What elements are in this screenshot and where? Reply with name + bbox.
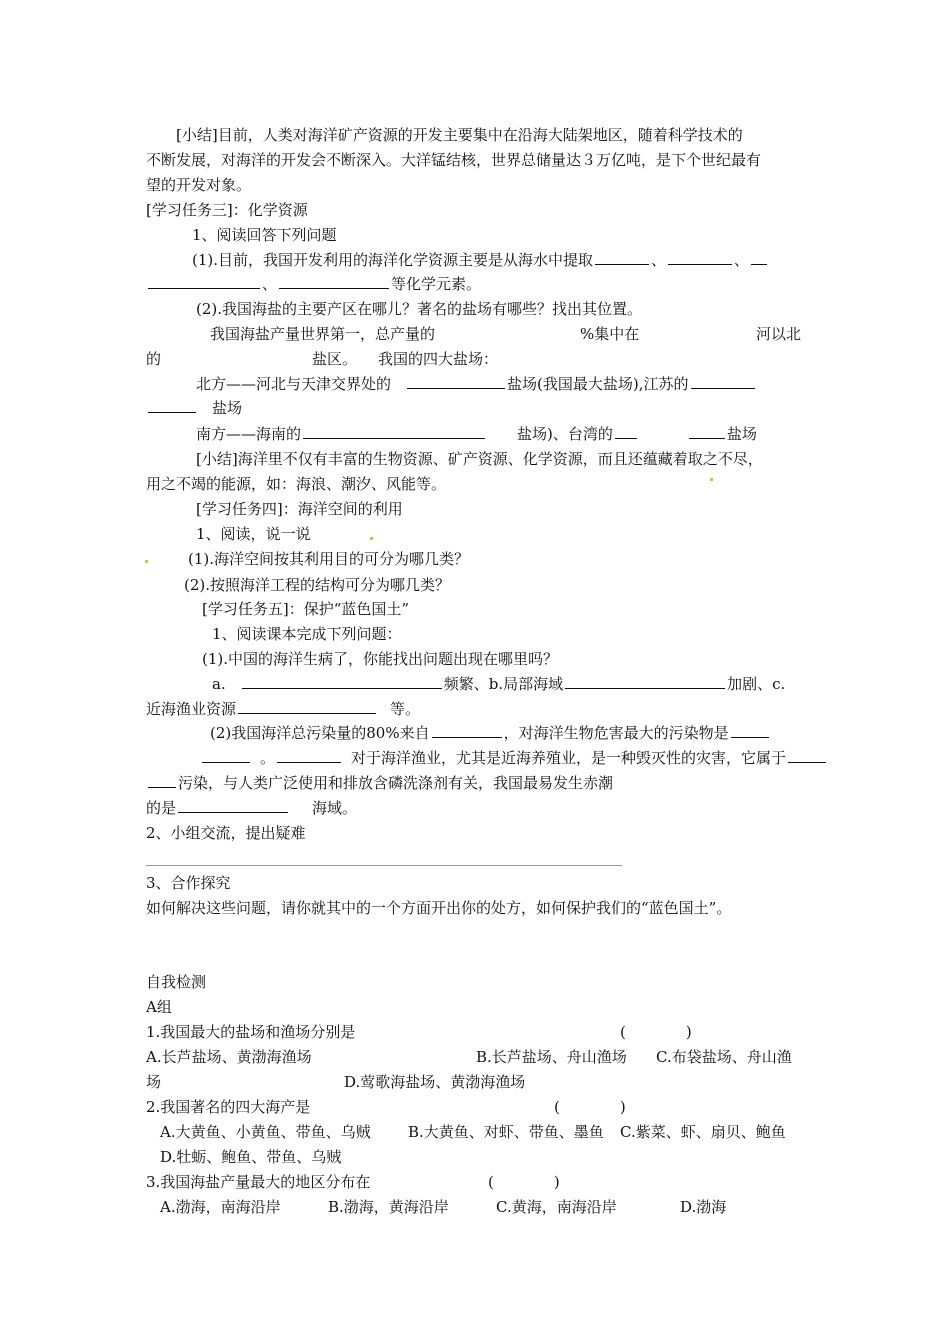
summary1-line1: [小结]目前，人类对海洋矿产资源的开发主要集中在沿海大陆架地区，随着科学技术的 xyxy=(176,126,743,144)
task3-title: [学习任务三]：化学资源 xyxy=(146,201,308,219)
summary1-line2: 不断发展，对海洋的开发会不断深入。大洋锰结核，世界总储量达３万亿吨，是下个世纪最有 xyxy=(146,151,762,169)
q1-stem: 1.我国最大的盐场和渔场分别是 xyxy=(146,1023,356,1041)
q3-option-c[interactable]: C.黄海，南海沿岸 xyxy=(496,1198,617,1216)
south-text-c: 盐场 xyxy=(726,425,757,443)
item-c-label: 加剧、c. xyxy=(727,675,786,693)
test-title: 自我检测 xyxy=(146,973,207,991)
summary2-line2: 用之不竭的能源，如：海浪、潮汐、风能等。 xyxy=(146,475,447,493)
divider-line xyxy=(146,865,622,866)
q1-option-d[interactable]: D.莺歌海盐场、黄渤海渔场 xyxy=(344,1073,526,1091)
north-text-b: 盐场(我国最大盐场),江苏的 xyxy=(507,375,689,393)
q1-option-b[interactable]: B.长芦盐场、舟山渔场 xyxy=(476,1048,627,1066)
q3-option-b[interactable]: B.渤海，黄海沿岸 xyxy=(328,1198,449,1216)
answer-blank[interactable] xyxy=(238,698,376,714)
answer-blank[interactable] xyxy=(303,423,485,439)
summary2-line1: [小结]海洋里不仅有丰富的生物资源、矿产资源、化学资源，而且还蕴藏着取之不尽， xyxy=(196,450,763,468)
q2-text-g: 海域。 xyxy=(312,799,358,817)
answer-blank[interactable] xyxy=(788,747,826,763)
answer-blank[interactable] xyxy=(277,747,341,763)
answer-blank[interactable] xyxy=(731,722,769,738)
q1-option-c[interactable]: C.布袋盐场、舟山渔 xyxy=(656,1048,792,1066)
salt-line2-c: 我国的四大盐场： xyxy=(378,350,499,368)
scan-speck xyxy=(370,537,373,540)
item-b-text: 频繁、b.局部海域 xyxy=(443,675,564,693)
q2-text-c: 。 xyxy=(260,749,276,767)
scan-speck xyxy=(710,478,713,481)
task5-title: [学习任务五]：保护“蓝色国土” xyxy=(202,600,410,618)
task5-q2-line2 xyxy=(146,747,828,769)
q3-option-a[interactable]: A.渤海，南海沿岸 xyxy=(160,1198,281,1216)
answer-blank[interactable] xyxy=(668,249,732,265)
task4-q1b: (2).按照海洋工程的结构可分为哪几类？ xyxy=(184,576,451,594)
task5-a-line xyxy=(212,673,785,695)
q2-option-d[interactable]: D.牡蛎、鲍鱼、带鱼、乌贼 xyxy=(160,1148,342,1166)
q3-option-d[interactable]: D.渤海 xyxy=(680,1198,727,1216)
salt-line1-c: 河以北 xyxy=(756,325,802,343)
task4-title: [学习任务四]：海洋空间的利用 xyxy=(196,500,403,518)
answer-blank[interactable] xyxy=(595,249,649,265)
task5-q2-line4 xyxy=(146,797,357,819)
q2-answer-paren[interactable]: ( ) xyxy=(554,1098,626,1116)
answer-blank[interactable] xyxy=(148,397,196,413)
item-c-suffix: 等。 xyxy=(390,700,421,718)
task5-q1a: (1).中国的海洋生病了，你能找出问题出现在哪里吗？ xyxy=(202,650,559,668)
q3-stem: 3.我国海盐产量最大的地区分布在 xyxy=(146,1173,371,1191)
salt-line2-b: 盐区。 xyxy=(312,350,358,368)
task5-q1: 1、阅读课本完成下列问题： xyxy=(212,625,402,643)
q2-text-b: ，对海洋生物危害最大的污染物是 xyxy=(503,724,729,742)
answer-blank[interactable] xyxy=(689,423,725,439)
q2-option-c[interactable]: C.紫菜、虾、扇贝、鲍鱼 xyxy=(620,1123,786,1141)
item-c-text: 近海渔业资源 xyxy=(146,700,237,718)
q2-text-d: 对于海洋渔业，尤其是近海养殖业，是一种毁灭性的灾害，它属于 xyxy=(351,749,787,767)
answer-blank[interactable] xyxy=(615,423,637,439)
south-text-b: 盐场)、台湾的 xyxy=(517,425,613,443)
task3-q1a-line2 xyxy=(146,273,481,295)
q3-answer-paren[interactable]: ( ) xyxy=(488,1173,560,1191)
task5-c-line xyxy=(146,698,420,720)
test-group: A组 xyxy=(146,998,172,1016)
q2-option-b[interactable]: B.大黄鱼、对虾、带鱼、墨鱼 xyxy=(408,1123,604,1141)
answer-blank[interactable] xyxy=(242,673,442,689)
q2-option-a[interactable]: A.大黄鱼、小黄鱼、带鱼、乌贼 xyxy=(160,1123,371,1141)
q1-option-a[interactable]: A.长芦盐场、黄渤海渔场 xyxy=(146,1048,312,1066)
task3-q1a-suffix: 等化学元素。 xyxy=(391,275,482,293)
north-line xyxy=(196,373,757,395)
answer-blank[interactable] xyxy=(279,273,389,289)
explore-text: 如何解决这些问题，请你就其中的一个方面开出你的处方，如何保护我们的“蓝色国土”。 xyxy=(146,899,732,917)
separator: 、 xyxy=(734,251,750,269)
separator: 、 xyxy=(262,275,278,293)
answer-blank[interactable] xyxy=(751,249,767,265)
explore-title: 3、合作探究 xyxy=(146,874,231,892)
task3-q1: 1、阅读回答下列问题 xyxy=(192,226,337,244)
q2-text-a: (2)我国海洋总污染量的80%来自 xyxy=(210,724,430,742)
task3-q1a-prefix: (1).目前，我国开发利用的海洋化学资源主要是从海水中提取 xyxy=(192,251,594,269)
answer-blank[interactable] xyxy=(148,772,176,788)
answer-blank[interactable] xyxy=(178,797,288,813)
north-text-c: 盐场 xyxy=(212,399,243,417)
task3-q1b: (2).我国海盐的主要产区在哪儿？著名的盐场有哪些？找出其位置。 xyxy=(196,300,643,318)
summary1-line3: 望的开发对象。 xyxy=(146,176,252,194)
task4-q1a: (1).海洋空间按其利用目的可分为哪几类？ xyxy=(188,550,470,568)
q1-answer-paren[interactable]: ( ) xyxy=(620,1023,692,1041)
q2-stem: 2.我国著名的四大海产是 xyxy=(146,1098,311,1116)
answer-blank[interactable] xyxy=(432,722,502,738)
q2-text-e: 污染，与人类广泛使用和排放含磷洗涤剂有关，我国最易发生赤潮 xyxy=(178,774,614,792)
north-text-a: 北方——河北与天津交界处的 xyxy=(196,375,392,393)
answer-blank[interactable] xyxy=(202,747,250,763)
task5-q2-line3 xyxy=(146,772,613,794)
south-line xyxy=(196,423,757,445)
task5-q2: 2、小组交流，提出疑难 xyxy=(146,824,306,842)
task4-q1: 1、阅读，说一说 xyxy=(196,525,311,543)
separator: 、 xyxy=(651,251,667,269)
salt-line2-a: 的 xyxy=(146,350,162,368)
task5-q2-line1 xyxy=(210,722,771,744)
answer-blank[interactable] xyxy=(565,673,725,689)
answer-blank[interactable] xyxy=(691,373,755,389)
q1-option-c-cont: 场 xyxy=(146,1073,162,1091)
salt-line1-a: 我国海盐产量世界第一，总产量的 xyxy=(210,325,436,343)
q2-text-f: 的是 xyxy=(146,799,177,817)
answer-blank[interactable] xyxy=(407,373,505,389)
item-a-label: a. xyxy=(212,675,226,693)
task3-q1a-line1 xyxy=(192,249,769,271)
south-text-a: 南方——海南的 xyxy=(196,425,302,443)
answer-blank[interactable] xyxy=(148,273,260,289)
scan-speck xyxy=(145,560,148,563)
salt-line1-b: %集中在 xyxy=(580,325,640,343)
north-line2 xyxy=(146,397,242,419)
